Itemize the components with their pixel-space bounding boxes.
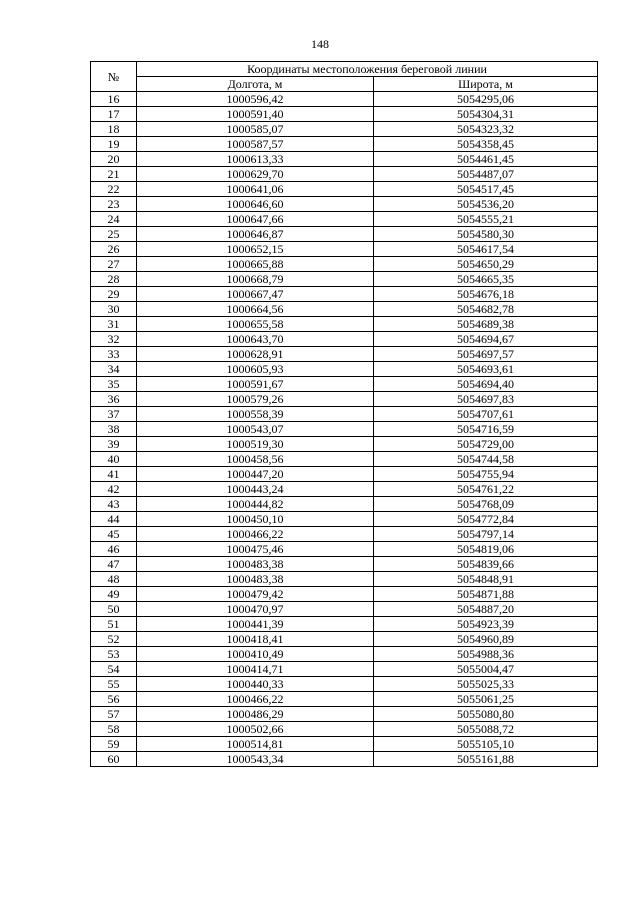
latitude-cell: 5054772,84 <box>374 512 598 527</box>
latitude-cell: 5054697,57 <box>374 347 598 362</box>
table-row <box>91 152 598 167</box>
latitude-cell: 5054755,94 <box>374 467 598 482</box>
table-row <box>91 332 598 347</box>
longitude-cell: 1000470,97 <box>137 602 374 617</box>
latitude-cell: 5054580,30 <box>374 227 598 242</box>
table-row <box>91 677 598 692</box>
table-row <box>91 167 598 182</box>
table-row <box>91 647 598 662</box>
row-number-cell: 26 <box>91 242 137 257</box>
longitude-column-header: Долгота, м <box>137 77 374 92</box>
row-number-cell: 53 <box>91 647 137 662</box>
latitude-cell: 5054729,00 <box>374 437 598 452</box>
row-number-cell: 45 <box>91 527 137 542</box>
row-number-cell: 60 <box>91 752 137 767</box>
latitude-cell: 5054960,89 <box>374 632 598 647</box>
longitude-cell: 1000641,06 <box>137 182 374 197</box>
longitude-cell: 1000558,39 <box>137 407 374 422</box>
longitude-cell: 1000596,42 <box>137 92 374 107</box>
table-row <box>91 377 598 392</box>
row-number-cell: 51 <box>91 617 137 632</box>
latitude-cell: 5054358,45 <box>374 137 598 152</box>
row-number-cell: 46 <box>91 542 137 557</box>
latitude-cell: 5054697,83 <box>374 392 598 407</box>
latitude-cell: 5054797,14 <box>374 527 598 542</box>
longitude-cell: 1000458,56 <box>137 452 374 467</box>
table-row <box>91 212 598 227</box>
table-row <box>91 722 598 737</box>
table-row <box>91 707 598 722</box>
number-column-header: № <box>91 62 137 92</box>
row-number-cell: 18 <box>91 122 137 137</box>
latitude-cell: 5054887,20 <box>374 602 598 617</box>
page-number: 148 <box>311 37 329 51</box>
latitude-cell: 5055161,88 <box>374 752 598 767</box>
latitude-cell: 5054682,78 <box>374 302 598 317</box>
longitude-cell: 1000647,66 <box>137 212 374 227</box>
longitude-cell: 1000628,91 <box>137 347 374 362</box>
latitude-cell: 5055105,10 <box>374 737 598 752</box>
coordinates-table <box>90 61 598 767</box>
table-row <box>91 527 598 542</box>
latitude-cell: 5054487,07 <box>374 167 598 182</box>
row-number-cell: 52 <box>91 632 137 647</box>
row-number-cell: 30 <box>91 302 137 317</box>
row-number-cell: 37 <box>91 407 137 422</box>
longitude-cell: 1000440,33 <box>137 677 374 692</box>
table-body <box>91 92 598 767</box>
row-number-cell: 22 <box>91 182 137 197</box>
table-row <box>91 392 598 407</box>
row-number-cell: 41 <box>91 467 137 482</box>
latitude-cell: 5054295,06 <box>374 92 598 107</box>
row-number-cell: 27 <box>91 257 137 272</box>
table-row <box>91 587 598 602</box>
latitude-cell: 5054839,66 <box>374 557 598 572</box>
longitude-cell: 1000652,15 <box>137 242 374 257</box>
row-number-cell: 50 <box>91 602 137 617</box>
table-row <box>91 257 598 272</box>
longitude-cell: 1000514,81 <box>137 737 374 752</box>
latitude-cell: 5055080,80 <box>374 707 598 722</box>
longitude-cell: 1000643,70 <box>137 332 374 347</box>
latitude-cell: 5054744,58 <box>374 452 598 467</box>
row-number-cell: 21 <box>91 167 137 182</box>
latitude-cell: 5054517,45 <box>374 182 598 197</box>
latitude-column-header: Широта, м <box>374 77 598 92</box>
latitude-cell: 5054694,40 <box>374 377 598 392</box>
latitude-cell: 5055004,47 <box>374 662 598 677</box>
latitude-cell: 5054665,35 <box>374 272 598 287</box>
longitude-cell: 1000605,93 <box>137 362 374 377</box>
table-row <box>91 617 598 632</box>
latitude-cell: 5055088,72 <box>374 722 598 737</box>
table-row <box>91 602 598 617</box>
row-number-cell: 33 <box>91 347 137 362</box>
longitude-cell: 1000543,34 <box>137 752 374 767</box>
latitude-cell: 5054768,09 <box>374 497 598 512</box>
table-row <box>91 452 598 467</box>
longitude-cell: 1000444,82 <box>137 497 374 512</box>
table-row <box>91 92 598 107</box>
table-row <box>91 572 598 587</box>
latitude-cell: 5054555,21 <box>374 212 598 227</box>
longitude-cell: 1000655,58 <box>137 317 374 332</box>
row-number-cell: 31 <box>91 317 137 332</box>
table-row <box>91 512 598 527</box>
row-number-cell: 55 <box>91 677 137 692</box>
row-number-cell: 56 <box>91 692 137 707</box>
longitude-cell: 1000486,29 <box>137 707 374 722</box>
table-row <box>91 137 598 152</box>
table-row <box>91 542 598 557</box>
table-row <box>91 107 598 122</box>
table-row <box>91 422 598 437</box>
longitude-cell: 1000447,20 <box>137 467 374 482</box>
longitude-cell: 1000629,70 <box>137 167 374 182</box>
longitude-cell: 1000585,07 <box>137 122 374 137</box>
table-row <box>91 197 598 212</box>
row-number-cell: 38 <box>91 422 137 437</box>
row-number-cell: 40 <box>91 452 137 467</box>
longitude-cell: 1000519,30 <box>137 437 374 452</box>
row-number-cell: 36 <box>91 392 137 407</box>
row-number-cell: 17 <box>91 107 137 122</box>
longitude-cell: 1000483,38 <box>137 572 374 587</box>
row-number-cell: 39 <box>91 437 137 452</box>
table-row <box>91 752 598 767</box>
row-number-cell: 57 <box>91 707 137 722</box>
table-row <box>91 437 598 452</box>
latitude-cell: 5054848,91 <box>374 572 598 587</box>
longitude-cell: 1000664,56 <box>137 302 374 317</box>
longitude-cell: 1000443,24 <box>137 482 374 497</box>
latitude-cell: 5054461,45 <box>374 152 598 167</box>
table-row <box>91 317 598 332</box>
longitude-cell: 1000579,26 <box>137 392 374 407</box>
table-row <box>91 122 598 137</box>
latitude-cell: 5054323,32 <box>374 122 598 137</box>
latitude-cell: 5054923,39 <box>374 617 598 632</box>
row-number-cell: 25 <box>91 227 137 242</box>
longitude-cell: 1000668,79 <box>137 272 374 287</box>
latitude-cell: 5054689,38 <box>374 317 598 332</box>
latitude-cell: 5054617,54 <box>374 242 598 257</box>
table-row <box>91 182 598 197</box>
row-number-cell: 29 <box>91 287 137 302</box>
longitude-cell: 1000441,39 <box>137 617 374 632</box>
coordinates-group-header: Координаты местоположения береговой линии <box>137 62 598 77</box>
row-number-cell: 16 <box>91 92 137 107</box>
longitude-cell: 1000665,88 <box>137 257 374 272</box>
row-number-cell: 35 <box>91 377 137 392</box>
row-number-cell: 20 <box>91 152 137 167</box>
longitude-cell: 1000667,47 <box>137 287 374 302</box>
longitude-cell: 1000479,42 <box>137 587 374 602</box>
row-number-cell: 54 <box>91 662 137 677</box>
row-number-cell: 42 <box>91 482 137 497</box>
longitude-cell: 1000613,33 <box>137 152 374 167</box>
table-row <box>91 467 598 482</box>
table-row <box>91 227 598 242</box>
row-number-cell: 34 <box>91 362 137 377</box>
longitude-cell: 1000646,60 <box>137 197 374 212</box>
row-number-cell: 28 <box>91 272 137 287</box>
row-number-cell: 49 <box>91 587 137 602</box>
row-number-cell: 58 <box>91 722 137 737</box>
table-row <box>91 632 598 647</box>
latitude-cell: 5054819,06 <box>374 542 598 557</box>
table-row <box>91 362 598 377</box>
longitude-cell: 1000414,71 <box>137 662 374 677</box>
row-number-cell: 59 <box>91 737 137 752</box>
table-row <box>91 272 598 287</box>
longitude-cell: 1000591,67 <box>137 377 374 392</box>
table-row <box>91 692 598 707</box>
longitude-cell: 1000502,66 <box>137 722 374 737</box>
latitude-cell: 5055025,33 <box>374 677 598 692</box>
table-row <box>91 662 598 677</box>
latitude-cell: 5054694,67 <box>374 332 598 347</box>
longitude-cell: 1000418,41 <box>137 632 374 647</box>
longitude-cell: 1000587,57 <box>137 137 374 152</box>
row-number-cell: 19 <box>91 137 137 152</box>
longitude-cell: 1000466,22 <box>137 692 374 707</box>
row-number-cell: 24 <box>91 212 137 227</box>
row-number-cell: 32 <box>91 332 137 347</box>
row-number-cell: 47 <box>91 557 137 572</box>
latitude-cell: 5054707,61 <box>374 407 598 422</box>
latitude-cell: 5054693,61 <box>374 362 598 377</box>
row-number-cell: 43 <box>91 497 137 512</box>
row-number-cell: 23 <box>91 197 137 212</box>
longitude-cell: 1000543,07 <box>137 422 374 437</box>
latitude-cell: 5054761,22 <box>374 482 598 497</box>
table-row <box>91 302 598 317</box>
longitude-cell: 1000483,38 <box>137 557 374 572</box>
latitude-cell: 5054988,36 <box>374 647 598 662</box>
latitude-cell: 5054304,31 <box>374 107 598 122</box>
table-row <box>91 557 598 572</box>
latitude-cell: 5055061,25 <box>374 692 598 707</box>
longitude-cell: 1000591,40 <box>137 107 374 122</box>
table-row <box>91 407 598 422</box>
latitude-cell: 5054716,59 <box>374 422 598 437</box>
row-number-cell: 44 <box>91 512 137 527</box>
latitude-cell: 5054871,88 <box>374 587 598 602</box>
longitude-cell: 1000410,49 <box>137 647 374 662</box>
longitude-cell: 1000646,87 <box>137 227 374 242</box>
longitude-cell: 1000466,22 <box>137 527 374 542</box>
table-row <box>91 347 598 362</box>
table-row <box>91 737 598 752</box>
latitude-cell: 5054650,29 <box>374 257 598 272</box>
table-row <box>91 497 598 512</box>
table-row <box>91 482 598 497</box>
latitude-cell: 5054676,18 <box>374 287 598 302</box>
row-number-cell: 48 <box>91 572 137 587</box>
table-row <box>91 242 598 257</box>
latitude-cell: 5054536,20 <box>374 197 598 212</box>
longitude-cell: 1000475,46 <box>137 542 374 557</box>
table-row <box>91 287 598 302</box>
longitude-cell: 1000450,10 <box>137 512 374 527</box>
